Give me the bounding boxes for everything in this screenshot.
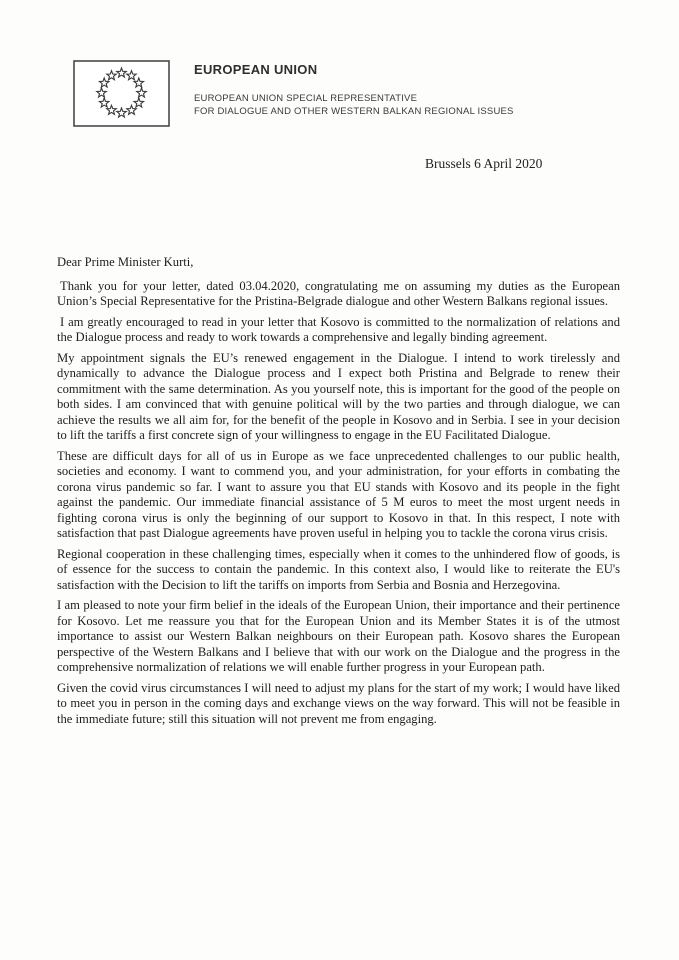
letter-paragraph: I am greatly encouraged to read in your letter that Kosovo is committed to the normalization of relations and the Dialogue process and ready to work towards a comprehensive and legally binding agreement.: [57, 314, 620, 344]
letter-paragraph: Regional cooperation in these challenging times, especially when it comes to the unhindered flow of goods, is of essence for the success to contain the pandemic. In this context also, I would like to reiterate the EU's satisfaction with the Decision to lift the tariffs on imports from Serbia and Bosnia and Herzegovina.: [57, 546, 620, 592]
org-subtitle-line1: EUROPEAN UNION SPECIAL REPRESENTATIVE: [194, 93, 418, 104]
letter-paragraph: These are difficult days for all of us in Europe as we face unprecedented challenges to our public health, societies and economy. I want to commend you, and your administration, for your efforts in combating the corona virus pandemic so far. I want to assure you that EU stands with Kosovo and its people in the fight against the pandemic. Our immediate financial assistance of 5 M euros to meet the most urgent needs in fighting corona virus is only the beginning of our support to Kosovo in that. In this respect, I note with satisfaction that past Dialogue agreements have proven useful in helping you to tackle the corona virus crisis.: [57, 448, 620, 540]
letter-paragraph: Given the covid virus circumstances I will need to adjust my plans for the start of my work; I would have liked to meet you in person in the coming days and exchange views on the way forward. This will not be feasible in the immediate future; still this situation will not prevent me from engaging.: [57, 680, 620, 726]
org-block: [194, 60, 514, 118]
letter-paragraph: Thank you for your letter, dated 03.04.2020, congratulating me on assuming my duties as the European Union’s Special Representative for the Pristina-Belgrade dialogue and other Western Balkans regional issues.: [57, 278, 620, 308]
letterhead: [73, 60, 514, 127]
letter-paragraph: I am pleased to note your firm belief in the ideals of the European Union, their importance and their pertinence for Kosovo. Let me reassure you that for the European Union and its Member States it is of the utmost importance to assist our Western Balkan neighbours on their European path. Kosovo shares the European perspective of the Western Balkans and I believe that with our work on the Dialogue and the progress in the comprehensive normalization of relations we will enable further progress in your European path.: [57, 598, 620, 674]
dateline: Brussels 6 April 2020: [425, 156, 543, 171]
org-subtitle-line2: FOR DIALOGUE AND OTHER WESTERN BALKAN REGIONAL ISSUES: [194, 106, 514, 117]
letter-body: [57, 255, 620, 732]
org-name: EUROPEAN UNION: [194, 62, 318, 77]
eu-flag-icon: [73, 60, 170, 127]
salutation: Dear Prime Minister Kurti,: [57, 255, 194, 269]
letter-paragraph: My appointment signals the EU’s renewed engagement in the Dialogue. I intend to work tirelessly and dynamically to advance the Dialogue process and I expect both Pristina and Belgrade to renew their commitment with the same determination. As you yourself note, this is important for the good of the people on both sides. I am convinced that with genuine political will by the two parties and through dialogue, we can achieve the results we all aim for, for the benefit of the people in Kosovo and in Serbia. I see in your decision to lift the tariffs a first concrete sign of your willingness to engage in the EU Facilitated Dialogue.: [57, 350, 620, 442]
